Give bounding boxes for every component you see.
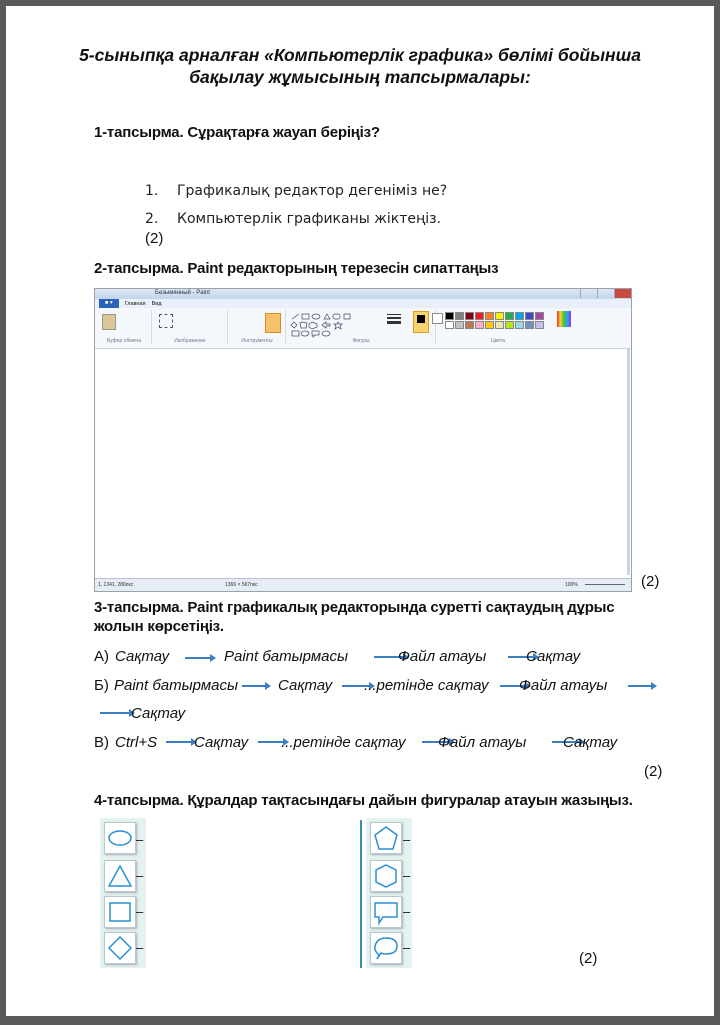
answer-dash: – [136,868,144,883]
paint-statusbar: 1, 1341, 286пкс 1366 × 567пкс 100% [95,578,631,591]
option-b-step1: Paint батырмасы [114,677,239,694]
option-b-step4: Файл атауы [519,677,608,694]
q1-text: Графикалық редактор дегеніміз не? [177,183,448,199]
task4-score: (2) [579,950,598,967]
triangle-icon [104,860,136,892]
q2-text: Компьютерлік графиканы жіктеңіз. [177,211,441,227]
arrow-icon [242,685,266,687]
minimize-icon [580,289,597,298]
answer-dash: – [136,940,144,955]
paint-file-tab: ■ ▾ [99,299,119,308]
task2-score: (2) [641,573,660,590]
option-a-step2: Paint батырмасы [224,648,349,665]
hexagon-icon [370,860,402,892]
option-b-step2: Сақтау [278,677,333,694]
color2-button [432,313,443,324]
divider-line [360,820,362,968]
option-a-step4: Сақтау [526,648,581,665]
paint-canvas [95,349,630,575]
paint-view-tab: Вид [151,300,162,307]
task2-heading: 2-тапсырма. Paint редакторының терезесін сипаттаңыз [94,260,499,277]
answer-dash: – [403,832,411,847]
task3-score: (2) [644,763,663,780]
paint-titlebar [95,289,631,299]
document-page [6,6,714,1016]
arrow-icon [185,657,211,659]
rectangular-callout-icon [370,896,402,928]
answer-dash: – [136,904,144,919]
arrow-icon [166,741,192,743]
edit-colors-icon [557,311,571,327]
shapes-gallery-icon [290,312,380,338]
option-c-step4: Файл атауы [438,734,527,751]
select-icon [159,314,173,328]
size-icon [387,312,401,324]
ribbon-group-shapes: Фигуры [287,310,436,344]
option-b-label: Б) [94,677,109,694]
close-icon [614,289,631,298]
ribbon-group-colors: Цвета [443,310,553,344]
option-c-label: В) [94,734,109,751]
answer-dash: – [136,832,144,847]
window-controls [580,289,631,299]
option-a-step3: Файл атауы [398,648,487,665]
page-title: 5-сыныпқа арналған «Компьютерлік графика» бөлімі бойынша бақылау жұмысының тапсырмалары: [79,45,641,87]
answer-dash: – [403,868,411,883]
paint-ribbon [95,308,631,349]
ribbon-group-tools: Инструменты [229,310,286,344]
option-a-step1: Сақтау [115,648,170,665]
oval-icon [104,822,136,854]
arrow-icon [628,685,652,687]
paint-tabs [95,299,631,308]
q1-number: 1. [145,183,159,199]
paint-home-tab: Главная [124,300,146,307]
option-b-step5: Сақтау [131,705,186,722]
option-a-label: А) [94,648,109,665]
arrow-icon [100,712,130,714]
pentagon-icon [370,822,402,854]
q2-number: 2. [145,211,159,227]
option-c-step3: ...ретінде сақтау [281,734,406,751]
color1-button [413,311,429,333]
paint-window-title: Безымянный - Paint [155,290,210,296]
task1-score: (2) [145,230,164,247]
ribbon-group-image: Изображение [153,310,228,344]
maximize-icon [597,289,614,298]
task4-heading: 4-тапсырма. Құралдар тақтасындағы дайын фигуралар атауын жазыңыз. [94,792,633,809]
option-b-step3: ...ретінде сақтау [364,677,489,694]
answer-dash: – [403,904,411,919]
task3-heading-line2: жолын көрсетіңіз. [94,618,224,635]
brush-icon [265,313,281,333]
option-c-step2: Сақтау [194,734,249,751]
answer-dash: – [403,940,411,955]
diamond-icon [104,932,136,964]
task3-heading-line1: 3-тапсырма. Paint графикалық редакторында суретті сақтаудың дұрыс [94,599,615,616]
task1-heading: 1-тапсырма. Сұрақтарға жауап беріңіз? [94,124,380,141]
zoom-slider [585,584,625,585]
ribbon-group-clipboard: Буфер обмена [97,310,152,344]
rectangle-icon [104,896,136,928]
option-c-step5: Сақтау [563,734,618,751]
oval-callout-icon [370,932,402,964]
option-c-step1: Ctrl+S [115,734,158,751]
paint-window-screenshot [94,288,632,592]
paste-icon [102,314,116,330]
